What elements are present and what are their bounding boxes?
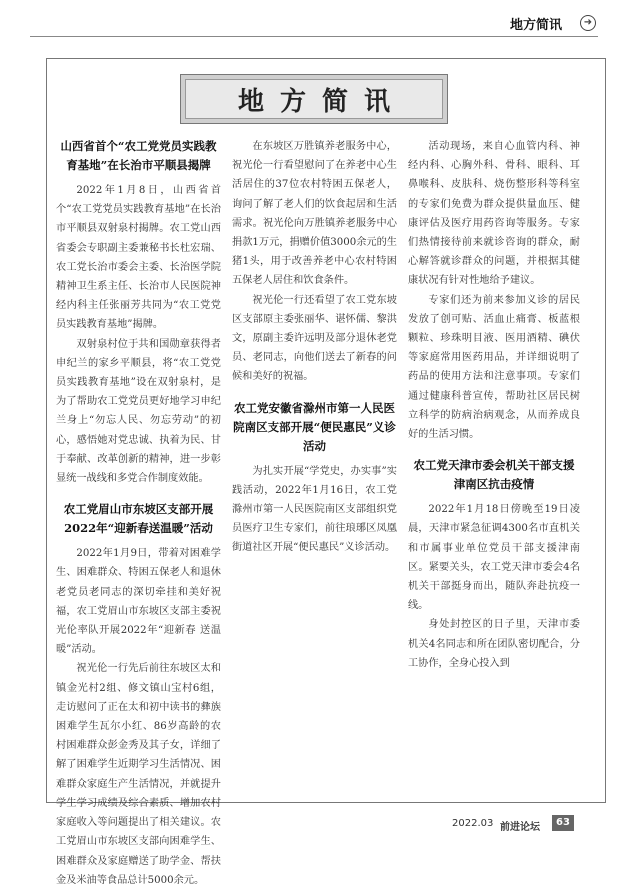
article-paragraph: 活动现场，来自心血管内科、神经内科、心胸外科、骨科、眼科、耳鼻喉科、皮肤科、烧伤整形科等科室的专家们免费为群众提供量血压、健康评估及医疗用药咨询等服务。专家们热情接待前来就诊咨询的群众，耐心解答就诊群众的问题，并根据其健康状况有针对性地给予建议。 bbox=[408, 141, 580, 287]
issue-date: 2022.03 bbox=[452, 818, 494, 829]
header-divider bbox=[30, 36, 598, 37]
article-paragraph: 在东坡区万胜镇养老服务中心，祝光伦一行看望慰问了在养老中心生活居住的37位农村特困五保老人，询问了解了老人们的饮食起居和生活需求。祝光伦向万胜镇养老服务中心捐款1万元，捐赠价值3000余元的生猪1头，用于改善养老中心农村特困五保老人居住和饮食条件。 bbox=[232, 141, 397, 287]
article-paragraph: 身处封控区的日子里，天津市委机关4名同志和所在团队密切配合，分工协作，全身心投入到 bbox=[408, 619, 580, 669]
article-paragraph: 双射泉村位于共和国勋章获得者申纪兰的家乡平顺县，将“农工党党员实践教育基地”设在双射泉村，是为了帮助农工党党员更好地学习申纪兰身上“勿忘人民、勿忘劳动”的初心，感悟她对党忠诚、执着为民、甘于奉献、改革创新的精神，进一步彰显统一战线和多党合作制度效能。 bbox=[56, 338, 221, 485]
article-paragraph: 2022年1月9日，带着对困难学生、困难群众、特困五保老人和退休老党员老同志的深切牵挂和美好祝福，农工党眉山市东坡区支部主委祝光伦率队开展2022年“迎新春 送温暖”活动。 bbox=[56, 548, 221, 656]
page-number: 63 bbox=[552, 815, 574, 831]
article-paragraph: 祝光伦一行还看望了农工党东坡区支部原主委张丽华、谌怀儒、黎洪文，原副主委许远明及部分退休老党员、老同志，向他们送去了新春的问候和美好的祝福。 bbox=[232, 294, 397, 383]
page-header bbox=[0, 0, 628, 48]
section-banner-inner bbox=[185, 79, 443, 119]
article-title: 农工党天津市委会机关干部支援津南区抗击疫情 bbox=[413, 458, 575, 492]
text-column-2 bbox=[232, 137, 397, 558]
article-paragraph: 为扎实开展“学党史，办实事”实践活动，2022年1月16日，农工党滁州市第一人民医院南区支部组织党员医疗卫生专家们，前往琅琊区凤凰街道社区开展“便民惠民”义诊活动。 bbox=[232, 465, 397, 554]
text-column-1 bbox=[56, 137, 221, 890]
article-paragraph: 2022年1月8日，山西省首个“农工党党员实践教育基地”在长治市平顺县双射泉村揭牌。农工党山西省委会专职副主委兼秘书长杜宏瑞、农工党长治市委会主委、长治医学院精神卫生系主任、长治市人民医院神经内科主任张丽芳共同为“农工党党员实践教育基地”揭牌。 bbox=[56, 185, 221, 331]
text-column-3 bbox=[408, 137, 580, 673]
article-paragraph: 祝光伦一行先后前往东坡区太和镇金光村2组、修文镇山宝村6组，走访慰问了正在太和初中读书的彝族困难学生瓦尔小红、86岁高龄的农村困难群众彭金秀及其子女，详细了解了困难学生近期学习生活情况、困难群众家庭生产生活情况，并就提升学生学习成绩及综合素质、增加农村家庭收入等问题提出了相关建议。农工党眉山市东坡区支部向困难学生、困难群众及家庭赠送了助学金、帮扶金及米油等食品总计5000余元。 bbox=[56, 663, 221, 886]
article-paragraph: 2022年1月18日傍晚至19日凌晨，天津市紧急征调4300名市直机关和市属事业单位党员干部支援津南区。紧要关头，农工党天津市委会4名机关干部挺身而出，随队奔赴抗疫一线。 bbox=[408, 504, 580, 612]
section-title: 地方简讯 bbox=[510, 18, 563, 33]
article-title: 山西省首个“农工党党员实践教育基地”在长治市平顺县揭牌 bbox=[60, 139, 217, 172]
section-banner bbox=[180, 74, 448, 124]
page-footer bbox=[0, 815, 628, 845]
article-title: 农工党安徽省滁州市第一人民医院南区支部开展“便民惠民”义诊活动 bbox=[233, 400, 396, 453]
page-arrow-icon: ➜ bbox=[580, 15, 596, 31]
banner-title: 地方简讯 bbox=[237, 86, 406, 117]
article-title: 农工党眉山市东坡区支部开展2022年“迎新春送温暖”活动 bbox=[63, 502, 214, 536]
magazine-name: 前进论坛 bbox=[500, 822, 540, 833]
article-paragraph: 专家们还为前来参加义诊的居民发放了创可贴、活血止痛膏、板蓝根颗粒、珍珠明目液、医用酒精、碘伏等家庭常用医药用品，并详细说明了药品的使用方法和注意事项。专家们通过健康科普宣传，帮助社区居民树立科学的防病治病观念，从而养成良好的生活习惯。 bbox=[408, 294, 580, 441]
